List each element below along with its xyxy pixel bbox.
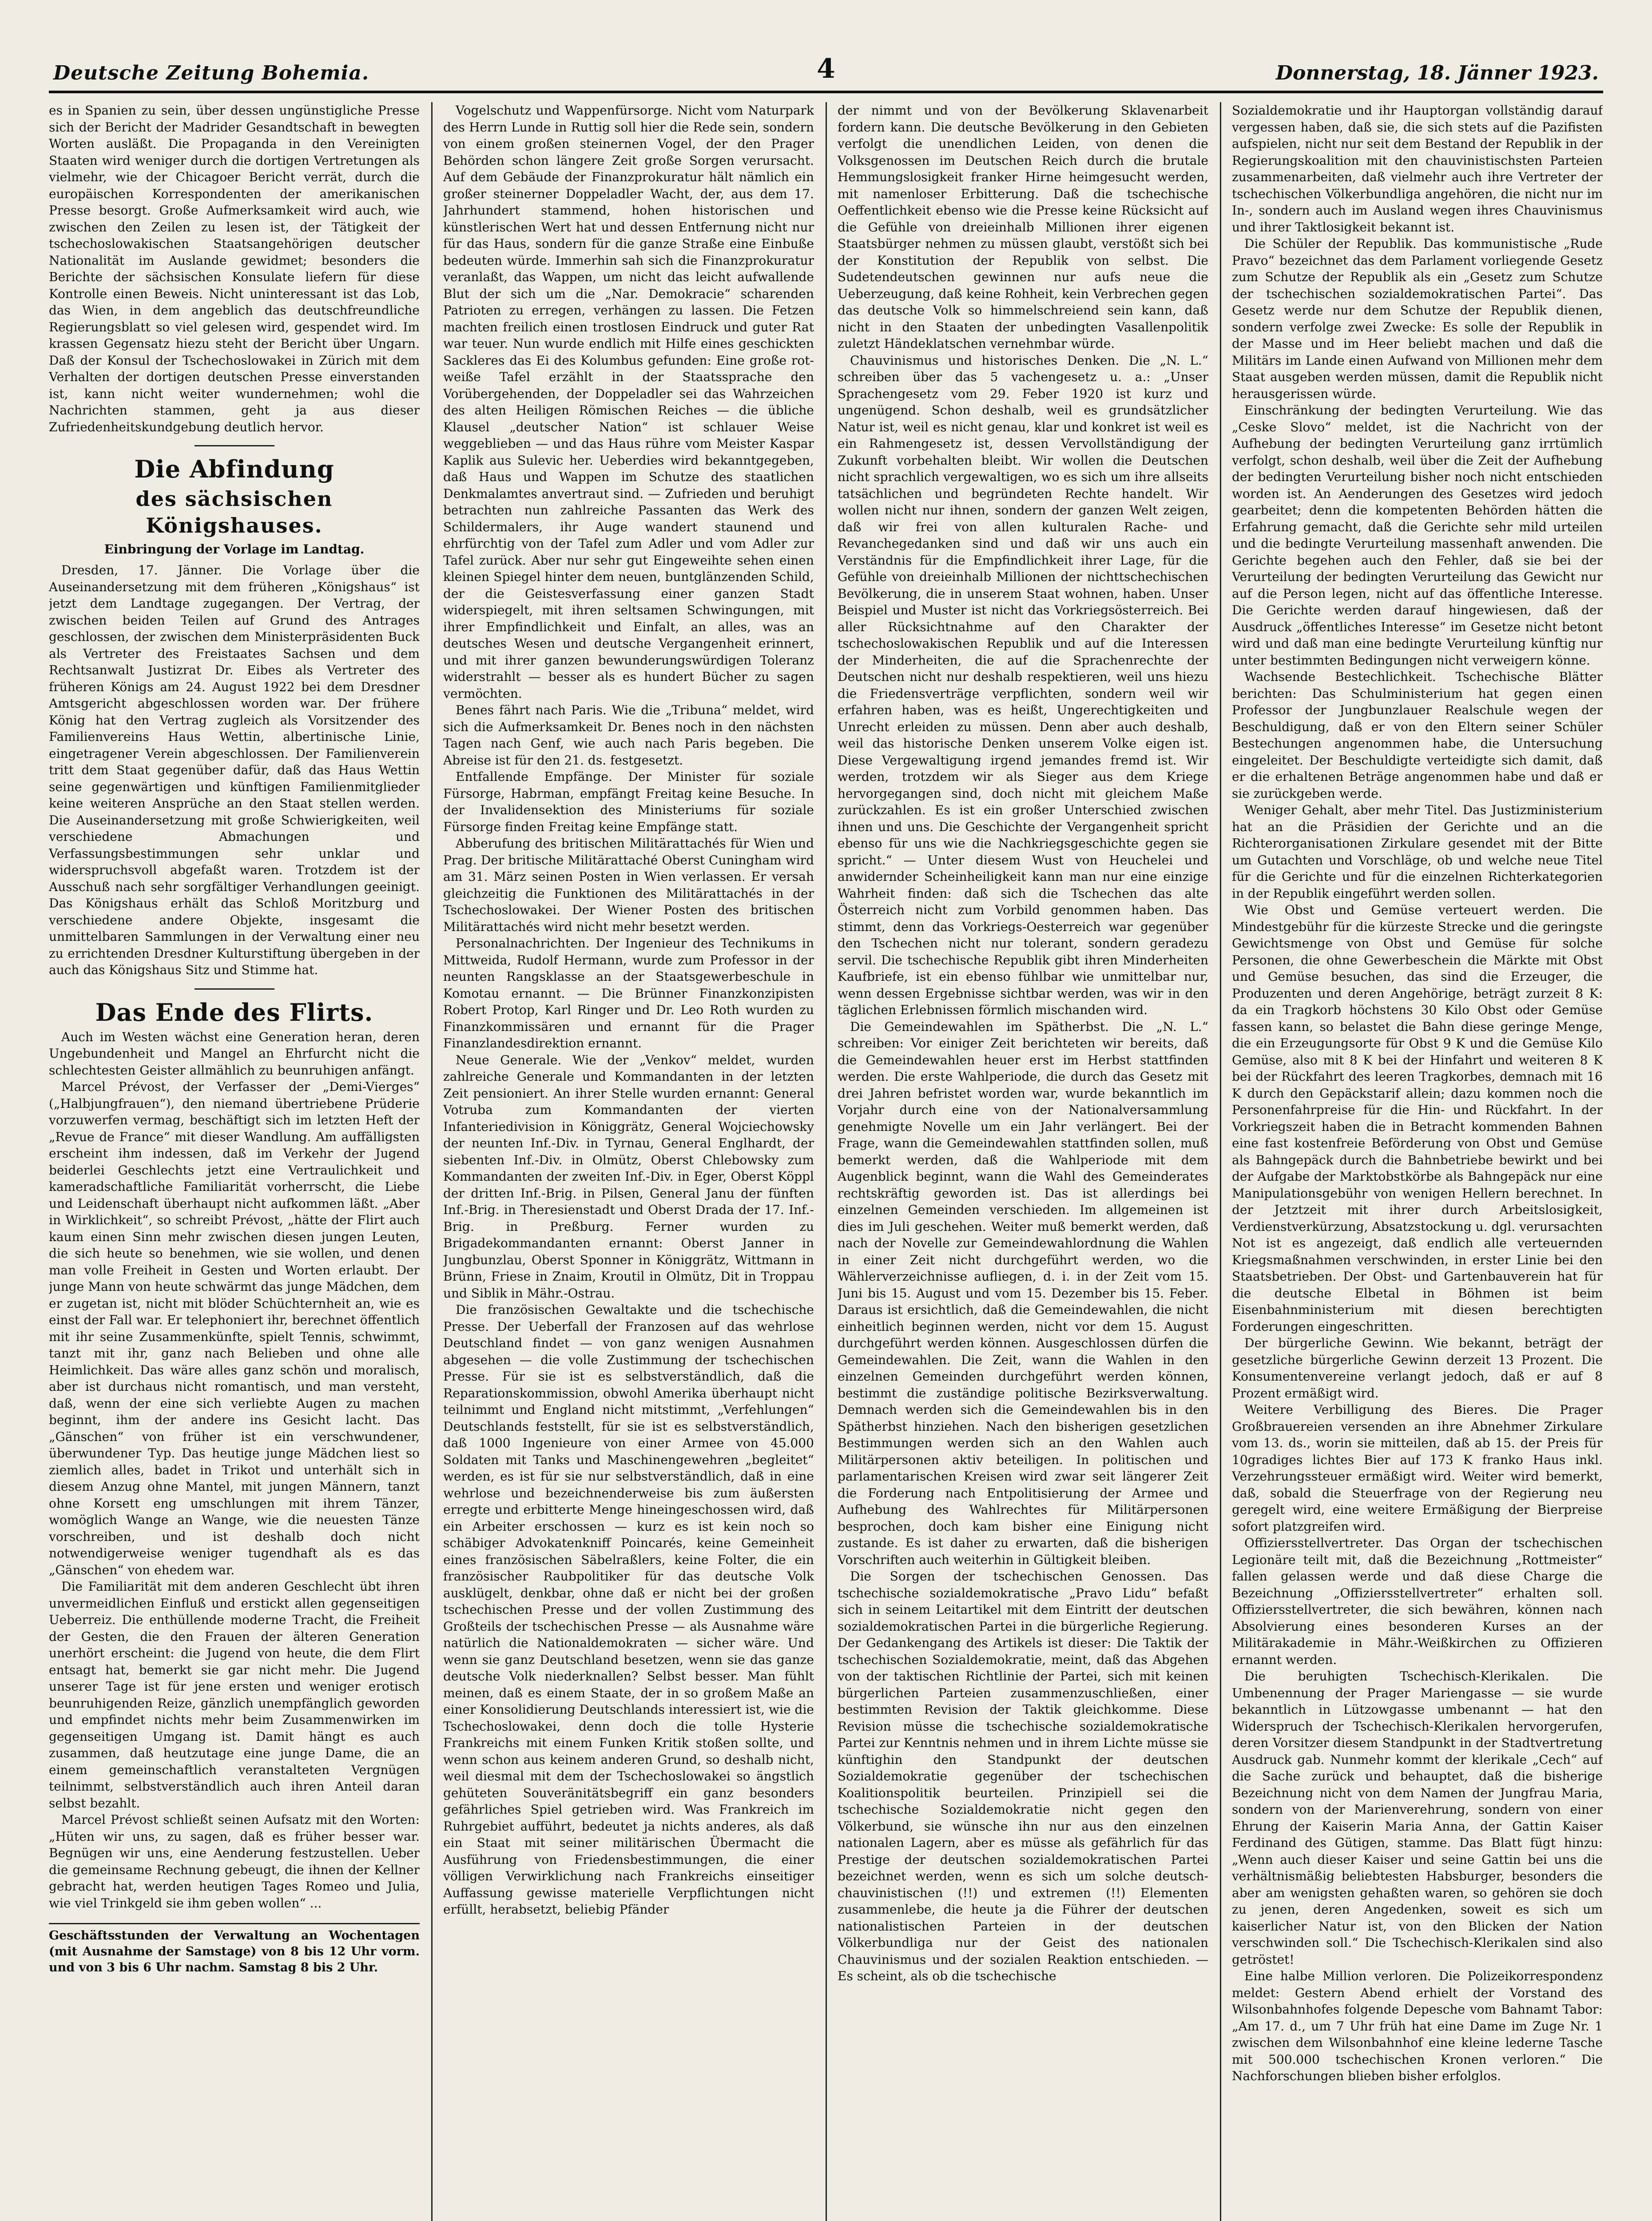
article-paragraph: Auch im Westen wächst eine Generation heran, deren Ungebundenheit und Mangel an Ehrfurcht nicht die schlechtesten Geister allmählich zu beunruhigen anfängt. — [49, 1029, 420, 1078]
news-item: Offiziersstellvertreter. Das Organ der tschechischen Legionäre teilt mit, daß die Bezeichnung „Rottmeister“ fallen gelassen werde und daß diese Charge die Bezeichnung „Offiziersstellvertreter“ erhalten soll. Offiziersstellvertreter, die sich bewähren, können nach Absolvierung eines besonderen Kurses an der Militärakademie in Mähr.-Weißkirchen zu Offizieren ernannt werden. — [1232, 1536, 1603, 1667]
newspaper-title: Deutsche Zeitung Bohemia. — [53, 62, 369, 84]
office-hours-note: Geschäftsstunden der Verwaltung an Wochentagen (mit Ausnahme der Samstage) von 8 bis 12 Uhr vorm. und von 3 bis 6 Uhr nachm. Samstag 8 bis 2 Uhr. — [49, 1923, 420, 1976]
page-number: 4 — [817, 53, 835, 84]
news-item: Die Gemeindewahlen im Spätherbst. Die „N. L.“ schreiben: Vor einiger Zeit berichteten wir bereits, daß die Gemeindewahlen heuer erst im Herbst stattfinden werden. Die erste Wahlperiode, die durch das Gesetz mit drei Jahren befristet worden war, wurde bekanntlich im Vorjahr durch eine von der Nationalversammlung genehmigte Novelle um ein Jahr verlängert. Bei der Frage, wann die Gemeindewahlen stattfinden sollen, muß bemerkt werden, daß die Wahlperiode mit dem Augenblick beginnt, wann die Wahl des Gemeinderates rechtskräftig geworden ist. Das ist allerdings bei einzelnen Gemeinden verschieden. Im allgemeinen ist dies im Juli geschehen. Weiter muß bemerkt werden, daß nach der Novelle zur Gemeindewahlordnung die Wahlen in einer Zeit nicht durchgeführt werden, wo die Wählerverzeichnisse aufliegen, d. i. in der Zeit vom 15. Juni bis 15. August und vom 15. Dezember bis 15. Feber. Daraus ist ersichtlich, daß die Gemeindewahlen, die nicht einheitlich beginnen werden, nicht vor dem 15. August durchgeführt werden können. Ausgeschlossen dürfen die Gemeindewahlen. Die Zeit, wann die Wahlen in den einzelnen Gemeinden durchgeführt werden können, bestimmt die zuständige politische Bezirksverwaltung. Demnach werden sich die Gemeindewahlen bis in den Spätherbst hinziehen. Nach den bisherigen gesetzlichen Bestimmungen werden sich an den Wahlen auch Militärpersonen aktiv beteiligen. In politischen und parlamentarischen Kreisen wird zwar seit längerer Zeit die Forderung nach Entpolitisierung der Armee und Aufhebung des Wahlrechtes für Militärpersonen besprochen, doch kam bisher eine Einigung nicht zustande. Es ist daher zu erwarten, daß die bisherigen Vorschriften auch weiterhin in Gültigkeit bleiben. — [838, 1019, 1208, 1567]
subheadline: Einbringung der Vorlage im Landtag. — [104, 542, 365, 557]
news-item: Neue Generale. Wie der „Venkov“ meldet, wurden zahlreiche Generale und Kommandanten in der letzten Zeit pensioniert. An ihrer Stelle wurden ernannt: General Votruba zum Kommandanten der vierten Infanteriedivision in Königgrätz, General Wojciechowsky der neunten Inf.-Div. in Tyrnau, General Englhardt, der siebenten Inf.-Div. in Olmütz, Oberst Chlebowsky zum Kommandanten der zweiten Inf.-Div. in Eger, Oberst Köppl der dritten Inf.-Brig. in Pilsen, General Janu der fünften Inf.-Brig. in Theresienstadt und Oberst Drada der 17. Inf.-Brig. in Preßburg. Ferner wurden zu Brigadekommandanten ernannt: Oberst Janner in Jungbunzlau, Oberst Sponner in Königgrätz, Wittmann in Brünn, Friese in Znaim, Kroutil in Olmütz, Dit in Troppau und Siblik in Mähr.-Ostrau. — [443, 1052, 814, 1301]
news-item: Weniger Gehalt, aber mehr Titel. Das Justizministerium hat an die Präsidien der Gerichte und an die Richterorganisationen Zirkulare gesendet mit der Bitte um Gutachten und Vorschläge, ob und welche neue Titel für die Gerichte und für die einzelnen Richterkategorien in der Republik eingeführt werden sollen. — [1232, 803, 1603, 901]
news-item: Eine halbe Million verloren. Die Polizeikorrespondenz meldet: Gestern Abend erhielt der Vorstand des Wilsonbahnhofes folgende Depesche vom Bahnamt Tabor: „Am 17. d., um 7 Uhr früh hat eine Dame im Zuge Nr. 1 zwischen dem Wilsonbahnhof eine kleine lederne Tasche mit 500.000 tschechischen Kronen verloren.“ Die Nachforschungen blieben bisher erfolglos. — [1232, 1969, 1603, 2083]
article-continuation: es in Spanien zu sein, über dessen ungünstigliche Presse sich der Bericht der Madrider Gesandtschaft in bewegten Worten ausläßt. Die Propaganda in den Vereinigten Staaten wird weniger durch die dortigen Vertretungen als vielmehr, wie der Chicagoer Bericht verrät, durch die europäischen Korrespondenten der amerikanischen Presse besorgt. Große Aufmerksamkeit wird auch, wie zwischen den Zeilen zu lesen ist, der Tätigkeit der tschechoslowakischen Staatsangehörigen deutscher Nationalität im Auslande gewidmet; besonders die Berichte der sächsischen Konsulate liefern für diese Kontrolle einen Beweis. Nicht uninteressant ist das Lob, das Wien, in dem angeblich das deutschfreundliche Regierungsblatt so viel gelesen wird, gespendet wird. Im krassen Gegensatz hiezu steht der Bericht über Ungarn. Daß der Konsul der Tschechoslowakei in Zürich mit dem Verhalten der dortigen deutschen Presse einverstanden ist, kann nicht weiter wundernehmen; wohl die Nachrichten stammen, geht ja aus dieser Zufriedenheitskundgebung deutlich hervor. — [49, 103, 420, 434]
news-item: Weitere Verbilligung des Bieres. Die Prager Großbrauereien versenden an ihre Abnehmer Zirkulare vom 13. ds., worin sie mitteilen, daß ab 15. der Preis für 10gradiges lichtes Bier auf 173 K franko Haus inkl. Verzehrungssteuer ermäßigt wird. Weiter wird bemerkt, daß, sobald die Steuerfrage von der Regierung neu geregelt wird, eine weitere Ermäßigung der Bierpreise sofort platzgreifen wird. — [1232, 1402, 1603, 1534]
news-item: Die Sorgen der tschechischen Genossen. Das tschechische sozialdemokratische „Pravo Lidu“ befaßt sich in seinem Leitartikel mit dem Eintritt der deutschen sozialdemokratischen Partei in die bürgerliche Regierung. Der Gedankengang des Artikels ist dieser: Die Taktik der tschechischen Sozialdemokratie, meint, daß das Abgehen von der taktischen Richtlinie der Partei, sich mit keinen bürgerlichen Parteien zusammenzuschließen, einer bestimmten Revision der Taktik gleichkomme. Diese Revision müsse die tschechische sozialdemokratische Partei zur Kenntnis nehmen und in ihrem Lichte müsse sie künftighin den Standpunkt der deutschen Sozialdemokratie gegenüber der tschechischen Koalitionspolitik beurteilen. Prinzipiell sei die tschechische Sozialdemokratie nicht gegen den Völkerbund, sie wünsche ihn nur aus den einzelnen nationalen Lagern, aber es müsse als gefährlich für das Prestige der deutschen sozialdemokratischen Partei bezeichnet werden, wenn es sich um solche deutsch-chauvinistischen (!!) und extremen (!!) Elementen zusammenlebe, die heute ja die Führer der deutschen nationalistischen Parteien in der deutschen Völkerbundliga nur der Geist des nationalen Chauvinismus und der sozialen Reaktion entschieden. — Es scheint, als ob die tschechische — [838, 1569, 1208, 1983]
news-item: Benes fährt nach Paris. Wie die „Tribuna“ meldet, wird sich die Aufmerksamkeit Dr. Benes noch in den nächsten Tagen nach Genf, wie auch nach Paris begeben. Die Abreise ist für den 21. ds. festgesetzt. — [443, 703, 814, 768]
news-item: Abberufung des britischen Militärattachés für Wien und Prag. Der britische Militärattaché Oberst Cuningham wird am 31. März seinen Posten in Wien verlassen. Er versah gleichzeitig die Funktionen des Militärattachés in der Tschechoslowakei. Der Wiener Posten des britischen Militärattachés wird nicht mehr besetzt werden. — [443, 836, 814, 934]
column-rule — [826, 102, 827, 2221]
news-item: Chauvinismus und historisches Denken. Die „N. L.“ schreiben über das 5 vachengesetz u. a.: „Unser Sprachengesetz vom 29. Feber 1920 ist kurz und ungenügend. Schon deshalb, weil es grundsätzlicher Natur ist, weil es nicht genau, klar und konkret ist weil es ein Rahmengesetz ist, dessen Vervollständigung der Zukunft vorbehalten bleibt. Wir wollen die Deutschen nicht sprachlich vergewaltigen, wo es sich um ihre allseits tatsächlichen und begründeten Rechte handelt. Wir wollen nicht nur ihnen, sondern der ganzen Welt zeigen, daß wir frei von allen kulturalen Rache- und Revanchegedanken sind und daß wir uns auch ein Verständnis für die Empfindlichkeit ihrer Lage, für die Gefühle von dreieinhalb Millionen der nichttschechischen Bevölkerung, die in unserem Staat wohnen, haben. Unser Beispiel und Muster ist nicht das Vorkriegsösterreich. Bei aller Rücksichtnahme auf den Charakter der tschechoslowakischen Republik und auf die Interessen der Minderheiten, die auf die Sprachenrechte der Deutschen nicht nur deshalb respektieren, weil uns hiezu die Friedensverträge verpflichten, sondern weil wir erfahren haben, was es heißt, Ungerechtigkeiten und Unrecht erleiden zu müssen. Denn aber auch deshalb, weil das historische Denken unserem Volke eigen ist. Diese Vergewaltigung irgend jemandes fremd ist. Wir werden, trotzdem wir als Sieger aus dem Kriege hervorgegangen sind, doch nicht mit gleichem Maße zurückzahlen. Es ist ein großer Unterschied zwischen ihnen und uns. Die Geschichte der Vergangenheit spricht ebenso für uns wie die Nachkriegsgeschichte gegen sie spricht.“ — Unter diesem Wust von Heuchelei und anwidernder Scheinheiligkeit kann man nur eine einzige Wahrheit finden: daß sich die Tschechen das alte Österreich nicht zum Vorbild genommen haben. Das stimmt, denn das Vorkriegs-Oesterreich war gegenüber den Tschechen nicht nur tolerant, sondern geradezu servil. Die tschechische Republik gibt ihren Minderheiten Kaufbriefe, ist ein ebenso fühlbar wie unmittelbar nur, wenn dessen Ergebnisse sichtbar werden, was wir in den täglichen Erlebnissen förmlich mischanden wird. — [838, 353, 1208, 1017]
news-item: Sozialdemokratie und ihr Hauptorgan vollständig darauf vergessen haben, daß sie, die sich stets auf die Pazifisten aufspielen, nicht nur seit dem Bestand der Republik in der Regierungskoalition mit den chauvinistischsten Parteien zusammenarbeiten, daß vielmehr auch ihre Vertreter der tschechischen Völkerbundliga angehören, die nicht nur im In-, sondern auch im Ausland wegen ihres Chauvinismus und ihrer Taktlosigkeit bekannt ist. — [1232, 103, 1603, 235]
separator — [195, 445, 274, 446]
column-2 — [443, 102, 814, 2221]
news-item: Entfallende Empfänge. Der Minister für soziale Fürsorge, Habrman, empfängt Freitag keine Besuche. In der Invalidensektion des Ministeriums für soziale Fürsorge finden Freitag keine Empfänge statt. — [443, 769, 814, 834]
separator — [195, 988, 274, 990]
news-item: Der bürgerliche Gewinn. Wie bekannt, beträgt der gesetzliche bürgerliche Gewinn derzeit 13 Prozent. Die Konsumentenvereine verlangt jedoch, daß er auf 8 Prozent ermäßigt wird. — [1232, 1336, 1603, 1401]
column-4 — [1232, 102, 1603, 2221]
article-paragraph: Marcel Prévost schließt seinen Aufsatz mit den Worten: „Hüten wir uns, zu sagen, daß es früher besser war. Begnügen wir uns, eine Aenderung festzustellen. Ueber die gemeinsame Rechnung gebeugt, die ihnen der Kellner gebracht hat, werden heutigen Tages Romeo und Julia, wie viel Trinkgeld sie ihm geben wollen“ ... — [49, 1812, 420, 1911]
news-item: Einschränkung der bedingten Verurteilung. Wie das „Ceske Slovo“ meldet, ist die Nachricht von der Aufhebung der bedingten Verurteilung ganz irrtümlich verfolgt, schon deshalb, weil über die Zeit der Aufhebung der bedingten Verurteilung bisher noch nicht entschieden worden ist. An Aenderungen des Gesetzes wird jedoch gearbeitet; denn die kompetenten Behörden hätten die Erfahrung gemacht, daß die Gerichte sehr mild urteilen und die bedingte Verurteilung massenhaft anwenden. Die Gerichte begehen auch den Fehler, daß sie bei der Verurteilung der bedingten Verurteilung das Gewicht nur auf die Person legen, nicht auf das öffentliche Interesse. Die Gerichte werden darauf hingewiesen, daß der Ausdruck „öffentliches Interesse“ im Gesetze nicht betont wird und daß man eine bedingte Verurteilung künftig nur unter bestimmten Bedingungen nicht verweigern könne. — [1232, 403, 1603, 668]
headline-abfindung: Die Abfindung — [134, 455, 334, 483]
news-item: Die Schüler der Republik. Das kommunistische „Rude Pravo“ bezeichnet das dem Parlament vorliegende Gesetz zum Schutze der Republik als ein „Gesetz zum Schutze der tschechischen sozialdemokratischen Partei“. Das Gesetz werde nur dem Schutze der Republik dienen, sondern verfolge zwei Zwecke: Es solle der Republik in der Masse und im Heer beliebt machen und daß die Militärs im Lande einen Aufwand von Millionen mehr dem Staat ausgeben werden müssen, damit die Republik nicht herausgerissen würde. — [1232, 236, 1603, 401]
news-item: Die beruhigten Tschechisch-Klerikalen. Die Umbenennung der Prager Mariengasse — sie wurde bekanntlich in Lützowgasse umbenannt — hat den Widerspruch der Tschechisch-Klerikalen hervorgerufen, deren Vorsitzer diesem Standpunkt in der Stadtvertretung Ausdruck gab. Nunmehr kommt der klerikale „Cech“ auf die Sache zurück und behauptet, daß die bisherige Bezeichnung nicht von dem Namen der Jungfrau Maria, sondern von der Marienverehrung, sondern von einer Ehrung der Kaiserin Maria Anna, der Gattin Kaiser Ferdinand des Gütigen, stamme. Das Blatt fügt hinzu: „Wenn auch dieser Kaiser und seine Gattin bei uns die verhältnismäßig beliebtesten Habsburger, besonders die aber am wenigsten gehaßten waren, so gehören sie doch zu jenen, deren Angedenken, soweit es sich um kaiserlicher Natur ist, von den Blicken der Nation verschwinden soll.“ Die Tschechisch-Klerikalen sind also getröstet! — [1232, 1669, 1603, 1967]
news-item: Personalnachrichten. Der Ingenieur des Technikums in Mittweida, Rudolf Hermann, wurde zum Professor in der neunten Rangsklasse an der Staatsgewerbeschule in Komotau ernannt. — Die Brünner Finanzkonzipisten Robert Protop, Karl Ringer und Dr. Leo Roth wurden zu Finanzkommissären und ernannt für die Prager Finanzlandesdirektion ernannt. — [443, 936, 814, 1051]
headline-abfindung-line2: des sächsischen Königshauses. — [135, 487, 333, 537]
news-item: Die französischen Gewaltakte und die tschechische Presse. Der Ueberfall der Franzosen auf das wehrlose Deutschland findet — von ganz wenigen Ausnahmen abgesehen — die volle Zustimmung der tschechischen Presse. Für sie ist es selbstverständlich, daß die Reparationskommission, obwohl Amerika überhaupt nicht teilnimmt und England nicht mitstimmt, „Verfehlungen“ Deutschlands feststellt, für sie ist es selbstverständlich, daß 1000 Ingenieure von einer Armee von 45.000 Soldaten mit Tanks und Maschinengewehren „begleitet“ werden, es ist für sie nur selbstverständlich, daß in eine wehrlose und bezeichnenderweise bis zum äußersten erregte und erbitterte Menge hineingeschossen wird, daß ein Arbeiter erschossen — kurz es ist kein noch so schäbiger Advokatenkniff Poincarés, keine Gemeinheit eines französischen Säbelraßlers, keine Folter, die ein französischer Raubpolitiker für das deutsche Volk ausklügelt, denkbar, ohne daß er nicht bei der großen tschechischen Presse und der vollen Zustimmung des Großteils der tschechischen Presse — als Ausnahme wäre natürlich die Nationaldemokraten — sicher wäre. Und wenn sie ganz Deutschland besetzen, wenn sie das ganze deutsche Volk niederknallen? Selbst besser. Man fühlt meinen, daß es einem Staate, der in so großem Maße an einer Konsolidierung Deutschlands interessiert ist, wie die Tschechoslowakei, denn doch die tolle Hysterie Frankreichs mit einem Funken Kritik stoßen sollte, und wenn schon aus keinem anderen Grund, so deshalb nicht, weil diesmal mit dem der Tschechoslowakei so ängstlich gehüteten Souveränitätsbegriff ein ganz besonders gefährliches Spiel getrieben wird. Was Frankreich im Ruhrgebiet aufführt, bedeutet ja nichts anderes, als daß ein Staat mit seiner militärischen Übermacht die Ausführung von Friedensbestimmungen, die einer völligen Verwirklichung nach Frankreichs einseitiger Auffassung gewisse materielle Verpflichtungen nicht erfüllt, herabsetzt, beliebig Pfänder — [443, 1302, 814, 1917]
news-item: Wie Obst und Gemüse verteuert werden. Die Mindestgebühr für die kürzeste Strecke und die geringste Gewichtsmenge von Obst und Gemüse für solche Personen, die ohne Gewerbeschein die Märkte mit Obst und Gemüse besuchen, das sind die Erzeuger, die Produzenten und deren Angehörige, beträgt zurzeit 8 K: da ein Tragkorb höchstens 30 Kilo Obst oder Gemüse fassen kann, so belastet die Bahn diese geringe Menge, die ein Erzeugungsorte für Obst 9 K und die Gemüse Kilo Gemüse, also mit 8 K bei der Hinfahrt und weiteren 8 K bei der Rückfahrt des leeren Tragkorbes, demnach mit 16 K durch den Gepäckstarif allein; dazu kommen noch die Personenfahrpreise für die Hin- und Rückfahrt. In der Vorkriegszeit haben die in Betracht kommenden Bahnen eine fast kostenfreie Beförderung von Obst und Gemüse als Bahngepäck durch die Bahnbetriebe bewirkt und bei der Aufgabe der Marktobstkörbe als Bahngepäck nur eine Manipulationsgebühr von wenigen Hellern berechnet. In der Jetztzeit mit ihrer durch Arbeitslosigkeit, Verdienstverkürzung, Absatzstockung u. dgl. verursachten Not ist es angezeigt, daß endlich alle verteuernden Kriegsmaßnahmen verschwinden, in erster Linie bei den Staatsbetrieben. Der Obst- und Gartenbauverein hat für die deutsche Elbetal in Böhmen ist beim Eisenbahnministerium mit diesen berechtigten Forderungen eingeschritten. — [1232, 903, 1603, 1334]
column-rule — [1220, 102, 1221, 2221]
news-item: der nimmt und von der Bevölkerung Sklavenarbeit fordern kann. Die deutsche Bevölkerung in den Gebieten verfolgt die unendlichen Leiden, von denen die Volksgenossen im Deutschen Reich durch die brutale Hemmungslosigkeit franker Hirne heimgesucht werden, mit namenloser Erbitterung. Daß die tschechische Oeffentlichkeit ebenso wie die Presse keine Rücksicht auf die Gefühle von dreieinhalb Millionen ihrer eigenen Staatsbürger nehmen zu müssen glaubt, verstößt sich bei der Konstitution der Republik von selbst. Die Sudetendeutschen gewinnen nur aufs neue die Ueberzeugung, daß keine Rohheit, kein Verbrechen gegen das deutsche Volk so himmelschreiend sein kann, daß nicht in den Staaten der unbedingten Vasallenpolitik zuletzt Händeklatschen vernehmbar würde. — [838, 103, 1208, 351]
article-paragraph: Die Familiarität mit dem anderen Geschlecht übt ihren unvermeidlichen Einfluß und erstickt allen gegenseitigen Ueberreiz. Die enthüllende moderne Tracht, die Freiheit der Gesten, die den Frauen der älteren Generation unerhört erscheint: die Jugend von heute, die dem Flirt entsagt hat, bemerkt sie gar nicht mehr. Die Jugend unserer Tage ist für jene ersten und weniger erotisch beunruhigenden Reize, gänzlich unempfänglich geworden und empfindet nichts mehr beim Zusammenwirken im gegenseitigen Umgang ist. Damit hängt es auch zusammen, daß heutzutage eine junge Dame, die an einem gemeinschaftlich veranstalteten Vergnügen teilnimmt, selbstverständlich auch ihren Anteil daran selbst bezahlt. — [49, 1579, 420, 1811]
column-rule — [431, 102, 433, 2221]
article-paragraph: Marcel Prévost, der Verfasser der „Demi-Vierges“ („Halbjungfrauen“), den niemand übertriebene Prüderie vorzuwerfen vermag, beschäftigt sich im letzten Heft der „Revue de France“ mit dieser Wandlung. Am auffälligsten erscheint ihm indessen, daß im Verkehr der Jugend beiderlei Geschlechts jetzt eine Vertraulichkeit und kameradschaftliche Familiarität vorherrscht, die Liebe und Leidenschaft überhaupt nicht aufkommen läßt. „Aber in Wirklichkeit“, so schreibt Prévost, „hätte der Flirt auch kaum einen Sinn mehr zwischen diesen jungen Leuten, die sich heute so benehmen, wie sie wollen, und denen man volle Freiheit in Gesten und Worten erlaubt. Der junge Mann von heute schwärmt das junge Mädchen, dem er zugetan ist, nicht mit blöder Schüchternheit an, wie es einst der Fall war. Er telephoniert ihr, berechnet öffentlich mit ihr seine Zusammenkünfte, spielt Tennis, schwimmt, tanzt mit ihr, ganz nach Belieben und ohne alle Heimlichkeit. Das wäre alles ganz schön und moralisch, aber ist durchaus nicht romantisch, und man versteht, daß, wenn der eine sich verliebte Augen zu machen beginnt, ihm der andere ins Gesicht lacht. Das „Gänschen“ von früher ist ein verschwundener, überwundener Typ. Das heutige junge Mädchen liest so ziemlich alles, badet in Trikot und unterhält sich in diesem Anzug ohne Mantel, mit jungen Männern, tanzt ohne Korsett eng umschlungen mit ihrem Tänzer, womöglich Wange an Wange, wie die neuesten Tänze vorschreiben, und ist deshalb doch nicht notwendigerweise weniger tugendhaft als es das „Gänschen“ von ehedem war. — [49, 1079, 420, 1577]
page-header — [49, 36, 1603, 93]
issue-date: Donnerstag, 18. Jänner 1923. — [1275, 62, 1599, 84]
column-1 — [49, 102, 420, 2221]
headline-flirt: Das Ende des Flirts. — [95, 998, 373, 1027]
news-item: Vogelschutz und Wappenfürsorge. Nicht vom Naturpark des Herrn Lunde in Ruttig soll hier die Rede sein, sondern von einem großen steinernen Vogel, der den Prager Behörden schon längere Zeit große Sorgen verursacht. Auf dem Gebäude der Finanzprokuratur hält nämlich ein großer steinerner Doppeladler Wacht, der, aus dem 17. Jahrhundert stammend, hohen historischen und künstlerischen Wert hat und dessen Entfernung nicht nur für das Haus, sondern für die ganze Straße eine Einbuße bedeuten würde. Immerhin sah sich die Finanzprokuratur veranlaßt, das Wappen, um nicht das leicht aufwallende Blut der sich um die „Nar. Demokracie“ scharenden Patrioten zu erregen, verhängen zu lassen. Die Fetzen machten freilich einen trostlosen Eindruck und guter Rat war teuer. Nun wurde endlich mit Hilfe eines geschickten Sackleres das Ei des Kolumbus gefunden: Eine große rot-weiße Tafel erzählt in der Staatssprache den Vorübergehenden, der Doppeladler sei das Wahrzeichen des alten Heiligen Römischen Reiches — die übliche Klausel „deutscher Nation“ ist schlauer Weise weggeblieben — und das Haus rühre vom Meister Kaspar Kaplik aus Sulevic her. Ueberdies wird bekanntgegeben, daß Haus und Wappen im Schutze des staatlichen Denkmalamtes anvertraut sind. — Zufrieden und beruhigt betrachten nun zahlreiche Passanten das Werk des Schildermalers, ihr Auge wandert staunend und ehrfürchtig von der Tafel zum Adler und vom Adler zur Tafel zurück. Aber nur sehr gut Eingeweihte sehen einen kleinen Spiegel hinter dem neuen, buntglänzenden Schild, der die Geistesverfassung einer ganzen Stadt widerspiegelt, mit ihren seltsamen Schwingungen, mit ihrer Empfindlichkeit und Einfalt, an alles, was an deutsches Wesen und deutsche Vergangenheit erinnert, und mit ihrer ganzen bewunderungswürdigen Toleranz widerstrahlt — besser als es hundert Bücher zu sagen vermöchten. — [443, 103, 814, 701]
article-paragraph: Dresden, 17. Jänner. Die Vorlage über die Auseinandersetzung mit dem früheren „Königshaus“ ist jetzt dem Landtage zugegangen. Der Vertrag, der zwischen beiden Teilen auf Grund des Antrages geschlossen, der zwischen dem Ministerpräsidenten Buck als Vertreter des Freistaates Sachsen und dem Rechtsanwalt Justizrat Dr. Eibes als Vertreter des früheren Königs am 24. August 1922 bei dem Dresdner Amtsgericht abgeschlossen worden war. Der frühere König hat den Vertrag zugleich als Vorsitzender des Familienvereins Haus Wettin, albertinische Linie, eingetragener Verein abgeschlossen. Der Familienverein tritt dem Staat gegenüber dafür, daß das Haus Wettin seine gegenwärtigen und künftigen Familienmitglieder keine weiteren Ansprüche an den Staat stellen werden. Die Auseinandersetzung mit große Schwierigkeiten, weil verschiedene Abmachungen und Verfassungsbestimmungen sehr unklar und widerspruchsvoll abgefaßt waren. Trotzdem ist der Ausschuß nach sehr sorgfältiger Verhandlungen geeinigt. Das Königshaus erhält das Schloß Moritzburg und verschiedene andere Objekte, insgesamt die unmittelbaren Sammlungen in der Verwaltung einer neu zu errichtenden Dresdner Kulturstiftung übergeben in der auch das Königshaus Sitz und Stimme hat. — [49, 563, 420, 977]
text-columns — [49, 102, 1603, 2221]
column-3 — [838, 102, 1208, 2221]
news-item: Wachsende Bestechlichkeit. Tschechische Blätter berichten: Das Schulministerium hat gegen einen Professor der Jungbunzlauer Realschule wegen der Beschuldigung, daß er von den Eltern seiner Schüler Bestechungen angenommen habe, die Untersuchung eingeleitet. Der Beschuldigte verteidigte sich damit, daß er die erhaltenen Beträge angenommen habe und daß er sie zurückgeben werde. — [1232, 669, 1603, 801]
